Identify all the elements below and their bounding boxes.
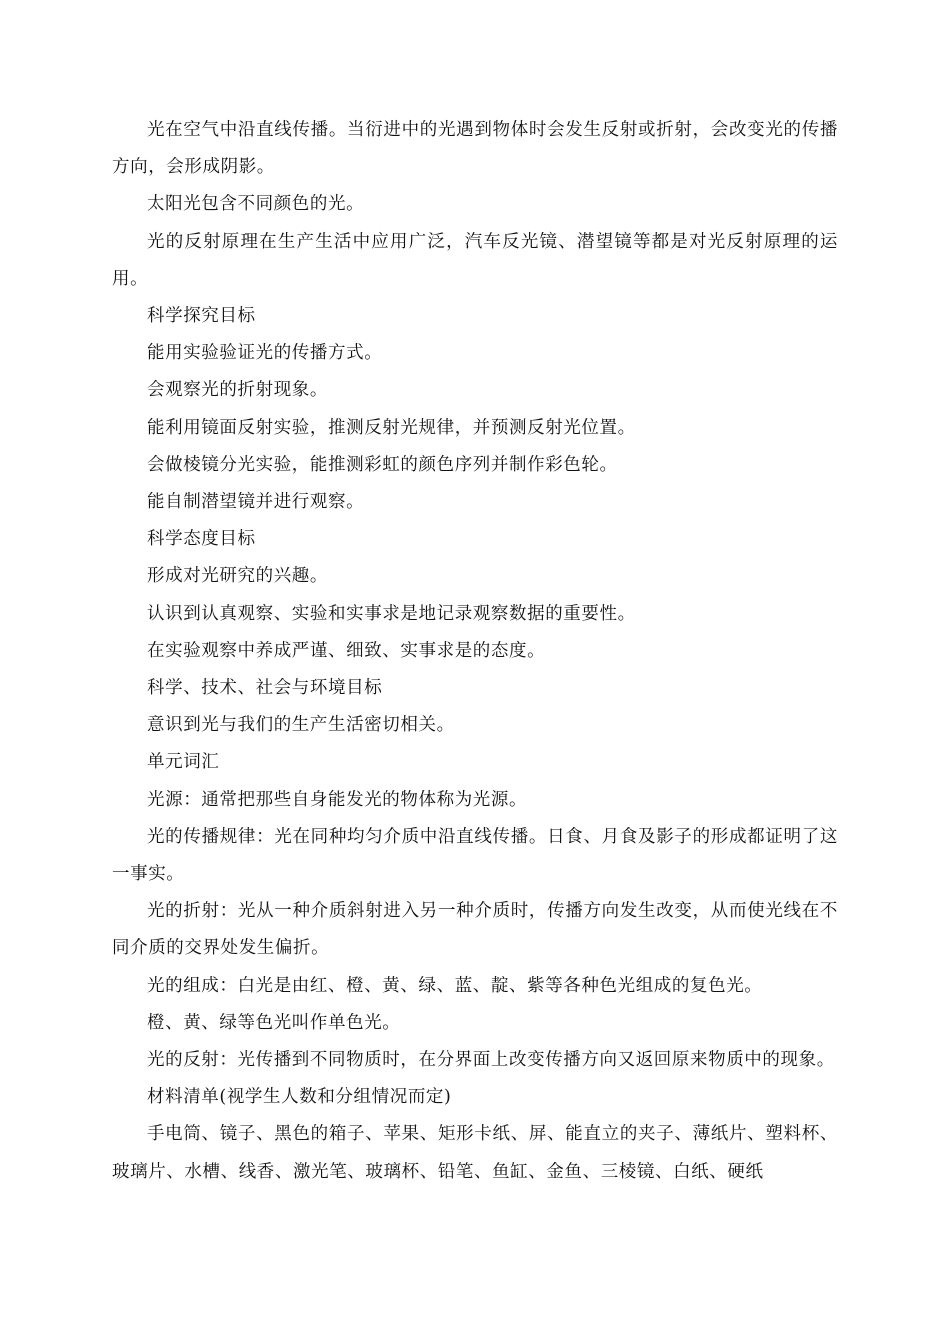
document-body	[112, 112, 838, 1191]
heading-vocabulary: 单元词汇	[147, 752, 220, 773]
paragraph-reflection-applications: 光的反射原理在生产生活中应用广泛，汽车反光镜、潜望镜等都是对光反射原理的运用。	[112, 231, 838, 289]
paragraph-light-propagation: 光在空气中沿直线传播。当衍进中的光遇到物体时会发生反射或折射，会改变光的传播方向，会形成阴影。	[112, 120, 838, 178]
vocab-monochromatic-light: 橙、黄、绿等色光叫作单色光。	[147, 1012, 401, 1033]
heading-stse-goals: 科学、技术、社会与环境目标	[147, 678, 383, 699]
materials-list: 手电筒、镜子、黑色的箱子、苹果、矩形卡纸、屏、能直立的夹子、薄纸片、塑料杯、玻璃片、水槽、线香、激光笔、玻璃杯、铅笔、鱼缸、金鱼、三棱镜、白纸、硬纸	[112, 1124, 838, 1182]
list-item: 会观察光的折射现象。	[147, 380, 328, 401]
list-item: 在实验观察中养成严谨、细致、实事求是的态度。	[147, 640, 546, 661]
vocab-refraction: 光的折射：光从一种介质斜射进入另一种介质时，传播方向发生改变，从而使光线在不同介质的交界处发生偏折。	[112, 901, 838, 959]
vocab-propagation-law: 光的传播规律：光在同种均匀介质中沿直线传播。日食、月食及影子的形成都证明了这一事实。	[112, 826, 838, 885]
list-item: 认识到认真观察、实验和实事求是地记录观察数据的重要性。	[147, 603, 636, 624]
heading-materials-list: 材料清单(视学生人数和分组情况而定)	[147, 1087, 452, 1108]
list-item: 能用实验验证光的传播方式。	[147, 343, 383, 364]
vocab-reflection: 光的反射：光传播到不同物质时，在分界面上改变传播方向又返回原来物质中的现象。	[147, 1050, 835, 1071]
vocab-light-composition: 光的组成：白光是由红、橙、黄、绿、蓝、靛、紫等各种色光组成的复色光。	[147, 975, 763, 996]
heading-inquiry-goals: 科学探究目标	[147, 306, 256, 327]
paragraph-sunlight-colors: 太阳光包含不同颜色的光。	[147, 194, 365, 215]
list-item: 能利用镜面反射实验，推测反射光规律，并预测反射光位置。	[147, 417, 636, 438]
list-item: 形成对光研究的兴趣。	[147, 566, 328, 587]
heading-attitude-goals: 科学态度目标	[147, 529, 256, 550]
list-item: 意识到光与我们的生产生活密切相关。	[147, 715, 455, 736]
list-item: 能自制潜望镜并进行观察。	[147, 492, 365, 513]
vocab-light-source: 光源：通常把那些自身能发光的物体称为光源。	[147, 789, 528, 810]
list-item: 会做棱镜分光实验，能推测彩虹的颜色序列并制作彩色轮。	[147, 454, 618, 475]
